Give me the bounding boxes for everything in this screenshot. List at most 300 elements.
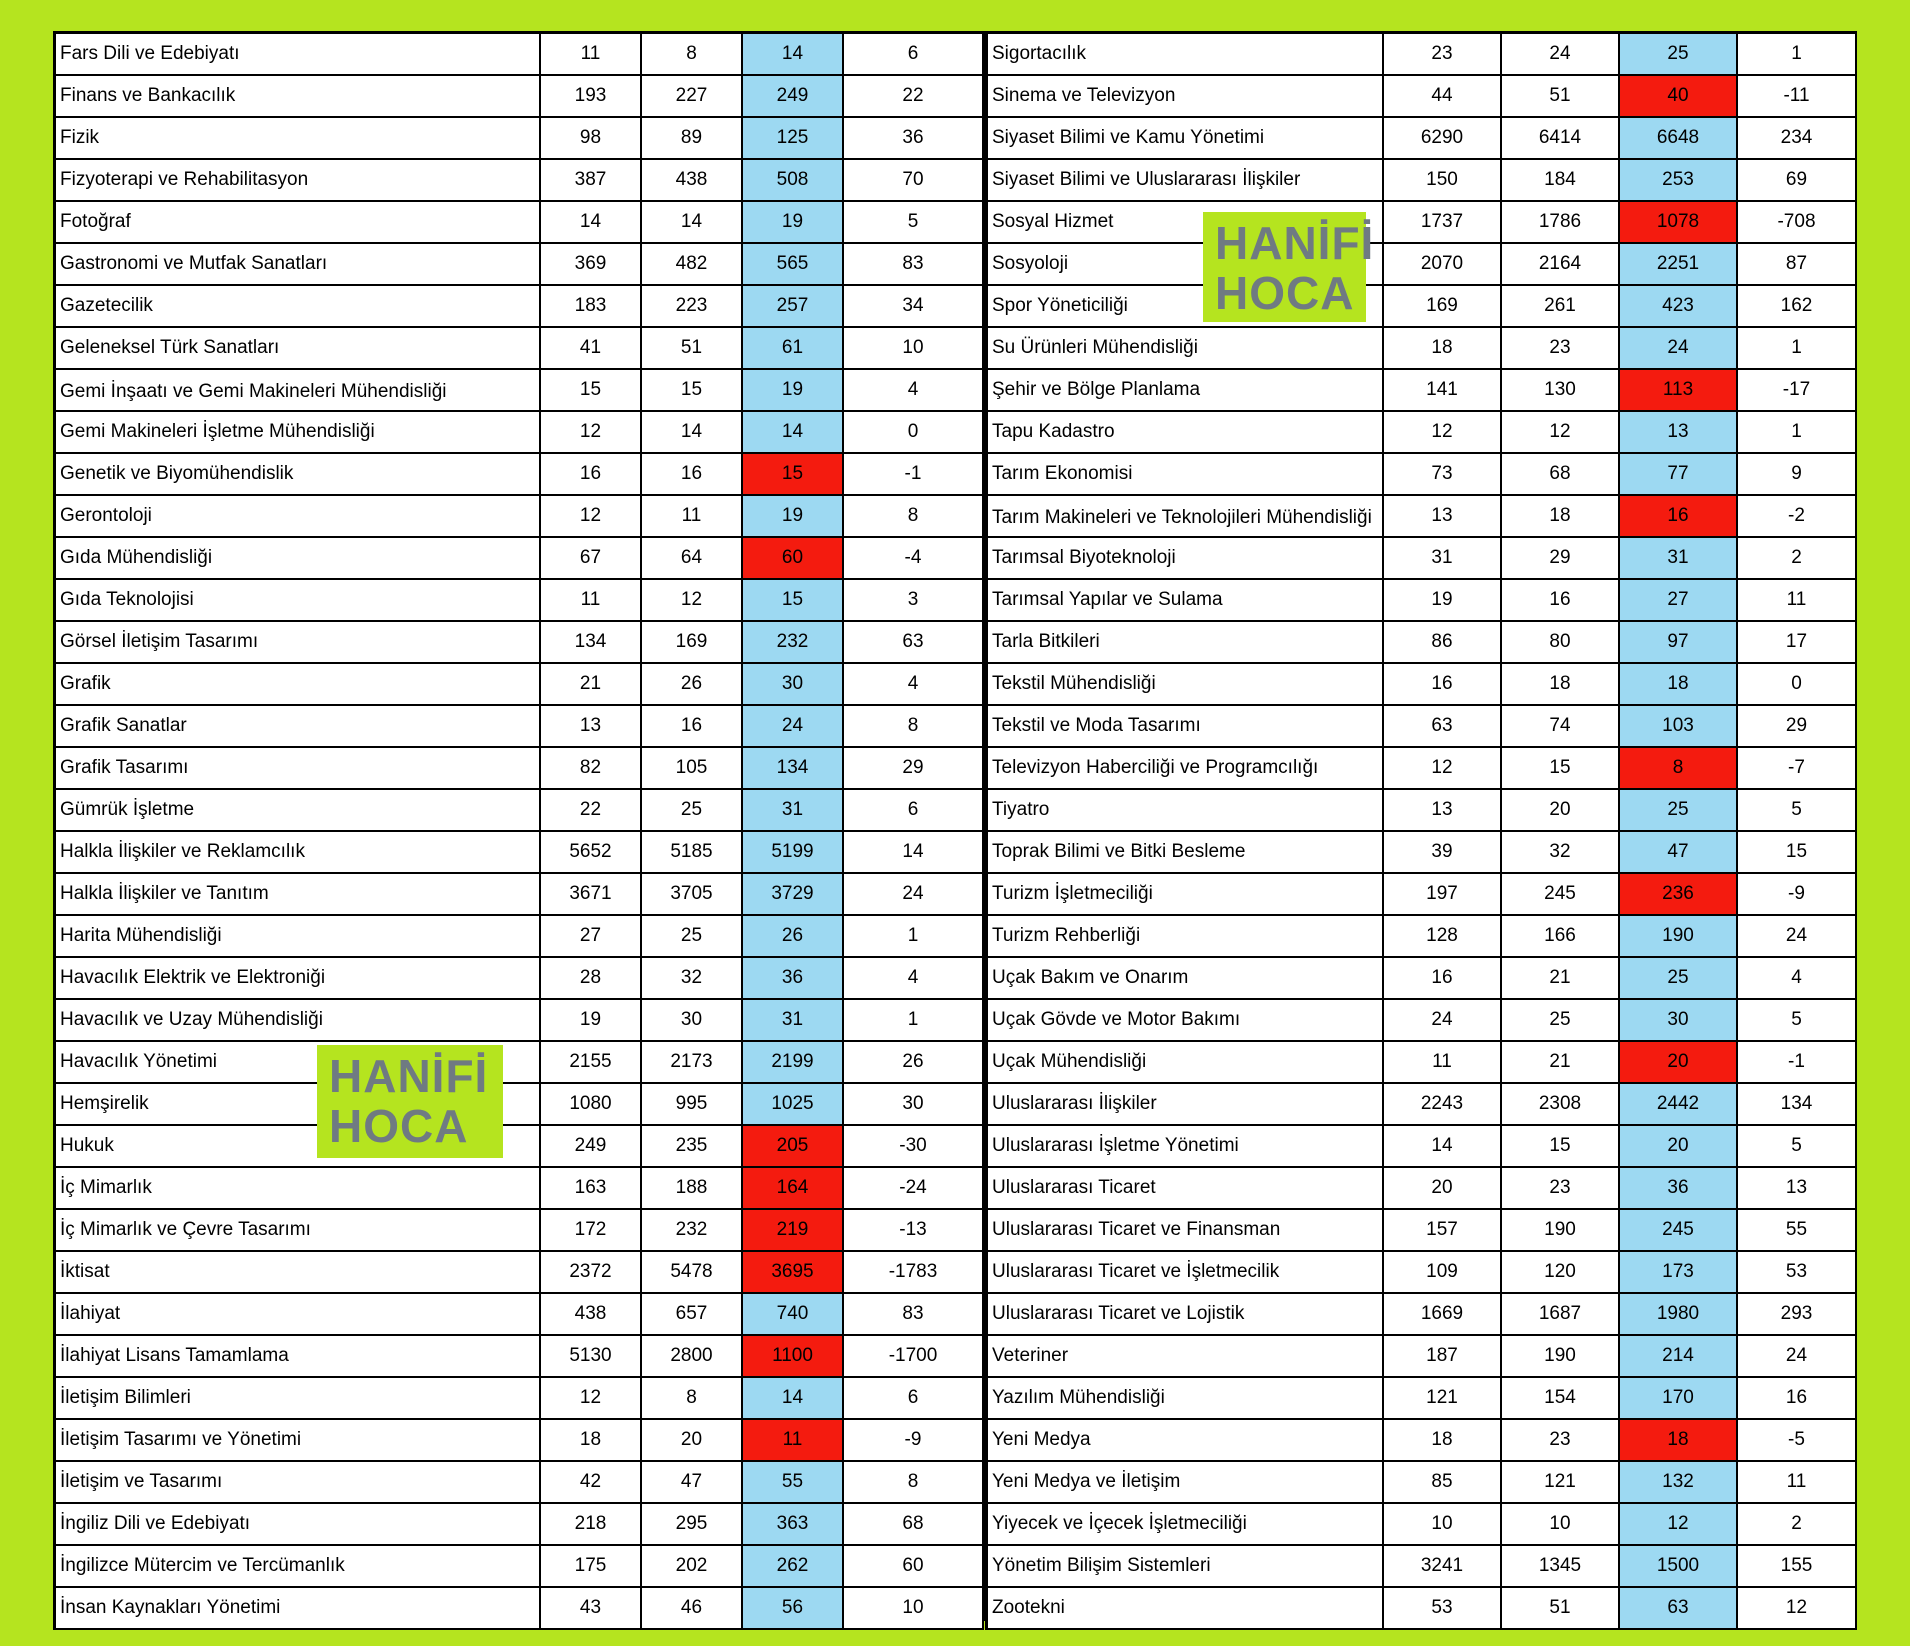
table-row: [985, 370, 1857, 412]
table-row: [53, 580, 984, 622]
quota-year1-cell: 13: [1384, 496, 1502, 538]
change-cell: -9: [844, 1420, 984, 1462]
quota-year3-cell: 47: [1620, 832, 1738, 874]
quota-year2-cell: 657: [642, 1294, 743, 1336]
quota-year2-cell: 188: [642, 1168, 743, 1210]
quota-year2-cell: 25: [642, 916, 743, 958]
department-name-cell: Harita Mühendisliği: [53, 916, 541, 958]
quota-year2-cell: 121: [1502, 1462, 1620, 1504]
change-cell: -1: [1738, 1042, 1857, 1084]
quota-year3-cell: 25: [1620, 958, 1738, 1000]
department-name-cell: Gıda Teknolojisi: [53, 580, 541, 622]
department-name-cell: Grafik: [53, 664, 541, 706]
quota-year3-cell: 1980: [1620, 1294, 1738, 1336]
department-name-cell: Halkla İlişkiler ve Reklamcılık: [53, 832, 541, 874]
quota-year1-cell: 53: [1384, 1588, 1502, 1630]
department-name-cell: Geleneksel Türk Sanatları: [53, 328, 541, 370]
quota-year1-cell: 20: [1384, 1168, 1502, 1210]
table-row: [985, 1420, 1857, 1462]
change-cell: -13: [844, 1210, 984, 1252]
department-name-cell: Yeni Medya ve İletişim: [985, 1462, 1384, 1504]
change-cell: 13: [1738, 1168, 1857, 1210]
quota-year3-cell: 11: [743, 1420, 844, 1462]
watermark: [1203, 212, 1375, 322]
quota-year2-cell: 295: [642, 1504, 743, 1546]
quota-year2-cell: 166: [1502, 916, 1620, 958]
table-row: [985, 874, 1857, 916]
quota-year2-cell: 89: [642, 118, 743, 160]
quota-year2-cell: 202: [642, 1546, 743, 1588]
department-name-cell: Tiyatro: [985, 790, 1384, 832]
table-row: [985, 286, 1857, 328]
quota-year3-cell: 257: [743, 286, 844, 328]
quota-year3-cell: 164: [743, 1168, 844, 1210]
change-cell: 8: [844, 496, 984, 538]
quota-year1-cell: 197: [1384, 874, 1502, 916]
change-cell: 10: [844, 1588, 984, 1630]
quota-year3-cell: 236: [1620, 874, 1738, 916]
quota-year2-cell: 232: [642, 1210, 743, 1252]
left-quota-table: [53, 31, 984, 1630]
table-row: [985, 538, 1857, 580]
change-cell: 162: [1738, 286, 1857, 328]
quota-year3-cell: 134: [743, 748, 844, 790]
table-row: [53, 1588, 984, 1630]
department-name-cell: Sinema ve Televizyon: [985, 76, 1384, 118]
quota-year3-cell: 31: [743, 790, 844, 832]
department-name-cell: Tapu Kadastro: [985, 412, 1384, 454]
department-name-cell: Uluslararası İlişkiler: [985, 1084, 1384, 1126]
department-name-cell: Tarla Bitkileri: [985, 622, 1384, 664]
quota-year3-cell: 232: [743, 622, 844, 664]
quota-year1-cell: 2372: [541, 1252, 642, 1294]
quota-year2-cell: 14: [642, 202, 743, 244]
department-name-cell: Gazetecilik: [53, 286, 541, 328]
table-row: [985, 706, 1857, 748]
quota-year3-cell: 125: [743, 118, 844, 160]
quota-year3-cell: 18: [1620, 664, 1738, 706]
quota-year2-cell: 46: [642, 1588, 743, 1630]
quota-year1-cell: 23: [1384, 31, 1502, 76]
quota-year2-cell: 482: [642, 244, 743, 286]
quota-year1-cell: 16: [541, 454, 642, 496]
table-row: [53, 706, 984, 748]
quota-year3-cell: 60: [743, 538, 844, 580]
quota-year1-cell: 73: [1384, 454, 1502, 496]
department-name-cell: İktisat: [53, 1252, 541, 1294]
quota-year3-cell: 13: [1620, 412, 1738, 454]
table-row: [53, 160, 984, 202]
table-row: [985, 958, 1857, 1000]
table-row: [53, 328, 984, 370]
department-name-cell: Gıda Mühendisliği: [53, 538, 541, 580]
quota-year1-cell: 12: [1384, 412, 1502, 454]
quota-year1-cell: 24: [1384, 1000, 1502, 1042]
department-name-cell: Uluslararası Ticaret ve Finansman: [985, 1210, 1384, 1252]
table-row: [53, 958, 984, 1000]
quota-year2-cell: 184: [1502, 160, 1620, 202]
change-cell: -1783: [844, 1252, 984, 1294]
department-name-cell: Havacılık Elektrik ve Elektroniği: [53, 958, 541, 1000]
quota-year1-cell: 19: [1384, 580, 1502, 622]
quota-year2-cell: 16: [1502, 580, 1620, 622]
quota-year1-cell: 31: [1384, 538, 1502, 580]
quota-year3-cell: 20: [1620, 1042, 1738, 1084]
quota-year2-cell: 1345: [1502, 1546, 1620, 1588]
change-cell: 293: [1738, 1294, 1857, 1336]
table-row: [985, 412, 1857, 454]
table-row: [53, 454, 984, 496]
quota-year2-cell: 68: [1502, 454, 1620, 496]
department-name-cell: İletişim Tasarımı ve Yönetimi: [53, 1420, 541, 1462]
quota-year2-cell: 223: [642, 286, 743, 328]
quota-year3-cell: 214: [1620, 1336, 1738, 1378]
quota-year3-cell: 15: [743, 454, 844, 496]
quota-year1-cell: 98: [541, 118, 642, 160]
watermark: [317, 1045, 503, 1158]
quota-year3-cell: 27: [1620, 580, 1738, 622]
quota-year3-cell: 24: [1620, 328, 1738, 370]
department-name-cell: Televizyon Haberciliği ve Programcılığı: [985, 748, 1384, 790]
quota-year1-cell: 18: [541, 1420, 642, 1462]
change-cell: 22: [844, 76, 984, 118]
table-row: [985, 244, 1857, 286]
quota-year3-cell: 16: [1620, 496, 1738, 538]
change-cell: 134: [1738, 1084, 1857, 1126]
quota-year2-cell: 15: [1502, 748, 1620, 790]
table-row: [985, 916, 1857, 958]
table-row: [985, 1378, 1857, 1420]
department-name-cell: Havacılık Yönetimi: [53, 1042, 541, 1084]
quota-year2-cell: 21: [1502, 958, 1620, 1000]
change-cell: -30: [844, 1126, 984, 1168]
quota-year1-cell: 12: [1384, 748, 1502, 790]
change-cell: -24: [844, 1168, 984, 1210]
quota-year1-cell: 82: [541, 748, 642, 790]
quota-year2-cell: 16: [642, 454, 743, 496]
quota-year2-cell: 154: [1502, 1378, 1620, 1420]
quota-year1-cell: 369: [541, 244, 642, 286]
quota-year1-cell: 11: [1384, 1042, 1502, 1084]
department-name-cell: Şehir ve Bölge Planlama: [985, 370, 1384, 412]
quota-year3-cell: 55: [743, 1462, 844, 1504]
quota-year3-cell: 18: [1620, 1420, 1738, 1462]
department-name-cell: Finans ve Bankacılık: [53, 76, 541, 118]
quota-year3-cell: 6648: [1620, 118, 1738, 160]
quota-year1-cell: 1080: [541, 1084, 642, 1126]
quota-year3-cell: 77: [1620, 454, 1738, 496]
quota-year1-cell: 2070: [1384, 244, 1502, 286]
quota-year2-cell: 1687: [1502, 1294, 1620, 1336]
quota-year2-cell: 105: [642, 748, 743, 790]
change-cell: 2: [1738, 1504, 1857, 1546]
department-name-cell: Sosyal Hizmet: [985, 202, 1384, 244]
department-name-cell: Gastronomi ve Mutfak Sanatları: [53, 244, 541, 286]
change-cell: 5: [1738, 1000, 1857, 1042]
department-name-cell: İletişim Bilimleri: [53, 1378, 541, 1420]
quota-year1-cell: 42: [541, 1462, 642, 1504]
quota-year1-cell: 109: [1384, 1252, 1502, 1294]
quota-year1-cell: 438: [541, 1294, 642, 1336]
quota-year1-cell: 12: [541, 1378, 642, 1420]
table-row: [53, 622, 984, 664]
department-name-cell: Spor Yöneticiliği: [985, 286, 1384, 328]
table-row: [53, 1546, 984, 1588]
department-name-cell: Zootekni: [985, 1588, 1384, 1630]
quota-year3-cell: 2199: [743, 1042, 844, 1084]
quota-year3-cell: 40: [1620, 76, 1738, 118]
table-row: [53, 76, 984, 118]
quota-year1-cell: 43: [541, 1588, 642, 1630]
quota-year3-cell: 63: [1620, 1588, 1738, 1630]
change-cell: -1: [844, 454, 984, 496]
quota-year1-cell: 157: [1384, 1210, 1502, 1252]
quota-year2-cell: 51: [1502, 1588, 1620, 1630]
quota-year3-cell: 14: [743, 412, 844, 454]
table-row: [985, 790, 1857, 832]
department-name-cell: [53, 370, 541, 412]
quota-year3-cell: 19: [743, 370, 844, 412]
table-row: [53, 874, 984, 916]
table-row: [985, 580, 1857, 622]
quota-year1-cell: 28: [541, 958, 642, 1000]
change-cell: 1: [844, 1000, 984, 1042]
change-cell: 5: [1738, 790, 1857, 832]
department-name-cell: Gemi Makineleri İşletme Mühendisliği: [53, 412, 541, 454]
quota-year3-cell: 253: [1620, 160, 1738, 202]
quota-year3-cell: 31: [743, 1000, 844, 1042]
change-cell: 1: [1738, 328, 1857, 370]
quota-year1-cell: 16: [1384, 958, 1502, 1000]
department-name-cell: Sosyoloji: [985, 244, 1384, 286]
quota-year3-cell: 423: [1620, 286, 1738, 328]
department-name-cell: Gümrük İşletme: [53, 790, 541, 832]
change-cell: 6: [844, 790, 984, 832]
table-row: [985, 1294, 1857, 1336]
change-cell: 1: [1738, 412, 1857, 454]
quota-year2-cell: 2173: [642, 1042, 743, 1084]
table-row: [985, 202, 1857, 244]
quota-year1-cell: 169: [1384, 286, 1502, 328]
table-row: [53, 1462, 984, 1504]
quota-year3-cell: 19: [743, 496, 844, 538]
change-cell: 11: [1738, 1462, 1857, 1504]
quota-year3-cell: 5199: [743, 832, 844, 874]
change-cell: 6: [844, 31, 984, 76]
department-name-cell: Uluslararası Ticaret ve Lojistik: [985, 1294, 1384, 1336]
change-cell: 234: [1738, 118, 1857, 160]
department-name-cell: Uçak Mühendisliği: [985, 1042, 1384, 1084]
change-cell: -11: [1738, 76, 1857, 118]
change-cell: 12: [1738, 1588, 1857, 1630]
quota-year2-cell: 14: [642, 412, 743, 454]
quota-year3-cell: 219: [743, 1210, 844, 1252]
quota-year1-cell: 175: [541, 1546, 642, 1588]
change-cell: 83: [844, 244, 984, 286]
quota-year2-cell: 1786: [1502, 202, 1620, 244]
quota-year2-cell: 25: [642, 790, 743, 832]
quota-year1-cell: 2155: [541, 1042, 642, 1084]
table-row: [985, 1252, 1857, 1294]
quota-year3-cell: 363: [743, 1504, 844, 1546]
quota-year2-cell: 11: [642, 496, 743, 538]
department-name-cell: Uluslararası İşletme Yönetimi: [985, 1126, 1384, 1168]
quota-year3-cell: 3729: [743, 874, 844, 916]
quota-year2-cell: 16: [642, 706, 743, 748]
change-cell: 4: [1738, 958, 1857, 1000]
department-name-cell: Siyaset Bilimi ve Kamu Yönetimi: [985, 118, 1384, 160]
department-name-text: Tarım Makineleri ve Teknolojileri Mühendisliği: [992, 506, 1372, 528]
change-cell: -9: [1738, 874, 1857, 916]
table-row: [53, 118, 984, 160]
quota-year2-cell: 24: [1502, 31, 1620, 76]
department-name-cell: Yazılım Mühendisliği: [985, 1378, 1384, 1420]
table-row: [53, 1168, 984, 1210]
department-name-cell: Uluslararası Ticaret: [985, 1168, 1384, 1210]
quota-year3-cell: 740: [743, 1294, 844, 1336]
department-name-cell: İngiliz Dili ve Edebiyatı: [53, 1504, 541, 1546]
department-name-cell: [985, 496, 1384, 538]
quota-year2-cell: 10: [1502, 1504, 1620, 1546]
quota-year3-cell: 132: [1620, 1462, 1738, 1504]
quota-year1-cell: 18: [1384, 1420, 1502, 1462]
department-name-cell: İngilizce Mütercim ve Tercümanlık: [53, 1546, 541, 1588]
quota-year1-cell: 39: [1384, 832, 1502, 874]
quota-year3-cell: 3695: [743, 1252, 844, 1294]
quota-year2-cell: 25: [1502, 1000, 1620, 1042]
table-row: [53, 1252, 984, 1294]
table-row: [53, 1042, 984, 1084]
table-row: [53, 1210, 984, 1252]
quota-year2-cell: 169: [642, 622, 743, 664]
department-name-text: Gemi İnşaatı ve Gemi Makineleri Mühendisliği: [60, 380, 447, 402]
quota-year1-cell: 27: [541, 916, 642, 958]
department-name-cell: İletişim ve Tasarımı: [53, 1462, 541, 1504]
quota-year2-cell: 438: [642, 160, 743, 202]
table-row: [985, 1546, 1857, 1588]
table-row: [985, 1336, 1857, 1378]
quota-year1-cell: 121: [1384, 1378, 1502, 1420]
quota-year3-cell: 12: [1620, 1504, 1738, 1546]
quota-year3-cell: 30: [1620, 1000, 1738, 1042]
quota-year1-cell: 387: [541, 160, 642, 202]
change-cell: 68: [844, 1504, 984, 1546]
department-name-cell: Toprak Bilimi ve Bitki Besleme: [985, 832, 1384, 874]
table-row: [985, 1000, 1857, 1042]
department-name-cell: Görsel İletişim Tasarımı: [53, 622, 541, 664]
change-cell: 4: [844, 664, 984, 706]
change-cell: 3: [844, 580, 984, 622]
quota-year2-cell: 80: [1502, 622, 1620, 664]
quota-year2-cell: 20: [1502, 790, 1620, 832]
quota-year2-cell: 190: [1502, 1336, 1620, 1378]
quota-year1-cell: 18: [1384, 328, 1502, 370]
table-row: [985, 496, 1857, 538]
table-row: [53, 1420, 984, 1462]
table-row: [985, 664, 1857, 706]
quota-year1-cell: 41: [541, 328, 642, 370]
quota-year3-cell: 25: [1620, 790, 1738, 832]
department-name-cell: Hemşirelik: [53, 1084, 541, 1126]
change-cell: -1700: [844, 1336, 984, 1378]
right-quota-table: [985, 31, 1857, 1630]
department-name-cell: Turizm İşletmeciliği: [985, 874, 1384, 916]
quota-year1-cell: 5652: [541, 832, 642, 874]
quota-year2-cell: 51: [1502, 76, 1620, 118]
change-cell: 17: [1738, 622, 1857, 664]
department-name-cell: İç Mimarlık ve Çevre Tasarımı: [53, 1210, 541, 1252]
quota-year2-cell: 74: [1502, 706, 1620, 748]
department-name-cell: Fotoğraf: [53, 202, 541, 244]
quota-year1-cell: 16: [1384, 664, 1502, 706]
quota-year3-cell: 36: [743, 958, 844, 1000]
change-cell: 55: [1738, 1210, 1857, 1252]
quota-year2-cell: 2164: [1502, 244, 1620, 286]
change-cell: 8: [844, 706, 984, 748]
quota-year1-cell: 249: [541, 1126, 642, 1168]
quota-year3-cell: 1078: [1620, 202, 1738, 244]
quota-year1-cell: 14: [541, 202, 642, 244]
department-name-cell: İlahiyat Lisans Tamamlama: [53, 1336, 541, 1378]
table-row: [53, 1000, 984, 1042]
change-cell: 14: [844, 832, 984, 874]
department-name-cell: Uluslararası Ticaret ve İşletmecilik: [985, 1252, 1384, 1294]
quota-year2-cell: 120: [1502, 1252, 1620, 1294]
quota-year3-cell: 36: [1620, 1168, 1738, 1210]
quota-year2-cell: 8: [642, 31, 743, 76]
quota-year1-cell: 11: [541, 580, 642, 622]
table-row: [53, 244, 984, 286]
quota-year3-cell: 31: [1620, 538, 1738, 580]
table-row: [53, 1504, 984, 1546]
quota-year1-cell: 172: [541, 1210, 642, 1252]
quota-year2-cell: 18: [1502, 496, 1620, 538]
quota-year2-cell: 2308: [1502, 1084, 1620, 1126]
quota-year1-cell: 218: [541, 1504, 642, 1546]
department-name-cell: Genetik ve Biyomühendislik: [53, 454, 541, 496]
change-cell: 34: [844, 286, 984, 328]
quota-year2-cell: 32: [1502, 832, 1620, 874]
change-cell: -4: [844, 538, 984, 580]
table-row: [985, 1126, 1857, 1168]
quota-year1-cell: 15: [541, 370, 642, 412]
table-row: [53, 1336, 984, 1378]
table-row: [53, 664, 984, 706]
watermark-line1: HANİFİ: [1215, 217, 1375, 269]
quota-year3-cell: 508: [743, 160, 844, 202]
table-row: [985, 1042, 1857, 1084]
department-name-cell: Grafik Tasarımı: [53, 748, 541, 790]
department-name-cell: Uçak Gövde ve Motor Bakımı: [985, 1000, 1384, 1042]
quota-year3-cell: 190: [1620, 916, 1738, 958]
watermark-line2: HOCA: [1215, 267, 1355, 319]
department-name-cell: İlahiyat: [53, 1294, 541, 1336]
change-cell: 29: [1738, 706, 1857, 748]
table-row: [53, 748, 984, 790]
change-cell: 36: [844, 118, 984, 160]
quota-year3-cell: 14: [743, 31, 844, 76]
change-cell: 63: [844, 622, 984, 664]
quota-year2-cell: 15: [642, 370, 743, 412]
quota-year1-cell: 3241: [1384, 1546, 1502, 1588]
quota-year3-cell: 262: [743, 1546, 844, 1588]
table-row: [985, 160, 1857, 202]
quota-year1-cell: 86: [1384, 622, 1502, 664]
quota-year2-cell: 5478: [642, 1252, 743, 1294]
quota-year3-cell: 1500: [1620, 1546, 1738, 1588]
table-row: [53, 1126, 984, 1168]
table-row: [985, 328, 1857, 370]
